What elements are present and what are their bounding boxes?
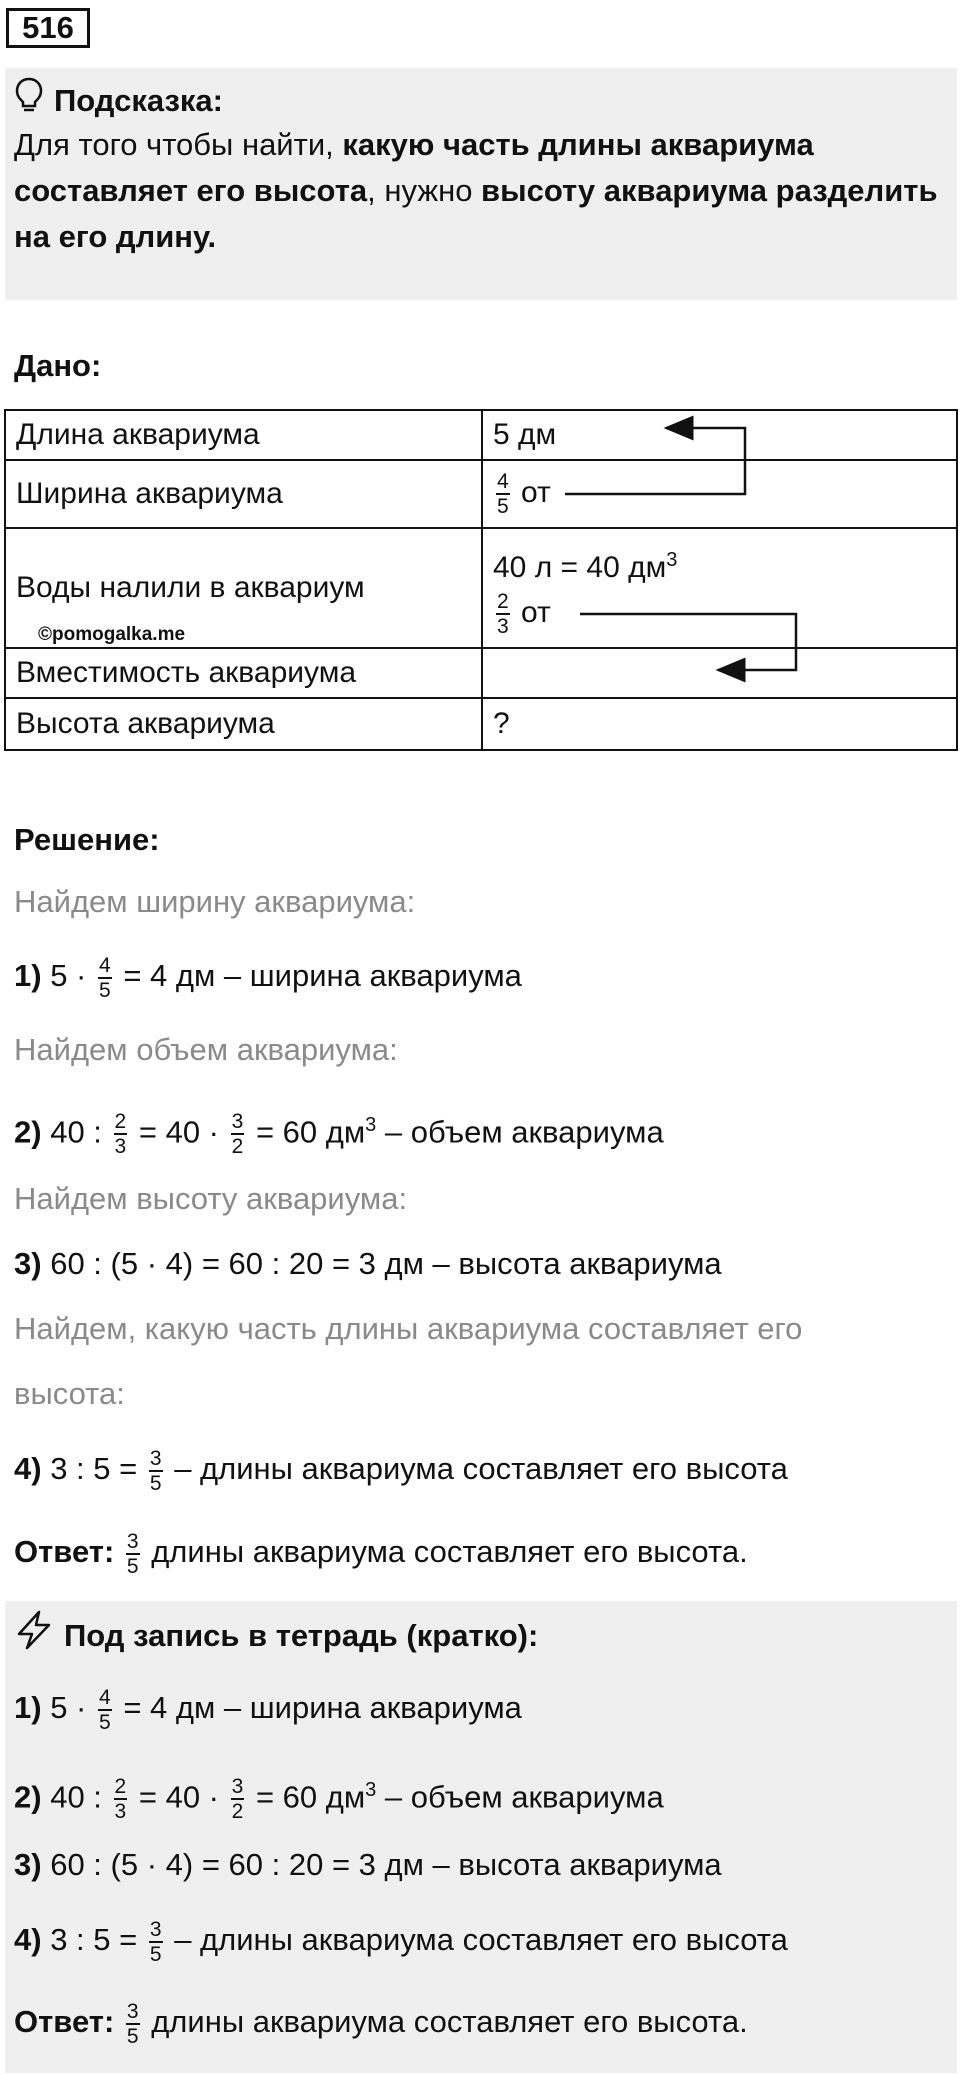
table-cell-value: ? <box>482 698 957 750</box>
fraction <box>126 2000 140 2048</box>
answer-text: длины аквариума составляет его высота. <box>151 2004 748 2040</box>
note-step-1 <box>14 1686 522 1734</box>
step-text: – длины аквариума составляет его высота <box>174 1451 788 1487</box>
task-number: 516 <box>6 8 90 48</box>
step-number: 1) <box>14 1690 42 1726</box>
exponent: 3 <box>365 1114 377 1136</box>
note-step-3 <box>14 1843 722 1887</box>
answer <box>14 1530 748 1578</box>
step-number: 1) <box>14 958 42 994</box>
fraction <box>231 1775 245 1823</box>
hint-title-text: Подсказка: <box>54 83 223 118</box>
fraction-numerator: 3 <box>231 1775 244 1799</box>
fraction <box>114 1110 128 1158</box>
note-step-4 <box>14 1918 788 1966</box>
fraction-numerator: 3 <box>231 1110 244 1134</box>
fraction <box>98 954 112 1002</box>
notebook-title-text: Под запись в тетрадь (кратко): <box>64 1618 539 1653</box>
hint-text-part: Для того чтобы найти, <box>14 127 343 162</box>
table-cell-label: Длина аквариума <box>5 410 482 460</box>
fraction-numerator: 3 <box>149 1918 162 1941</box>
volume-arrow <box>580 614 796 670</box>
fraction-denominator: 3 <box>114 1800 127 1824</box>
comment-part-2: высота: <box>14 1376 125 1411</box>
hint-text-bold: какую часть длины аквариума составляет его высота <box>14 127 814 208</box>
step-text: = 4 дм – ширина аквариума <box>123 958 522 994</box>
step-text: 5 · <box>50 1690 87 1726</box>
step-number: 3) <box>14 1847 42 1882</box>
step-text: 60 : (5 · 4) = 60 : 20 = 3 дм – высота аквариума <box>50 1847 722 1882</box>
comment-height: Найдем высоту аквариума: <box>14 1181 408 1216</box>
table-cell-label: Воды налили в аквариум <box>5 528 482 648</box>
fraction-numerator: 2 <box>114 1775 127 1799</box>
fraction-denominator: 2 <box>231 1800 244 1824</box>
step-text: 3 : 5 = <box>50 1451 138 1487</box>
cell-suffix: от <box>521 595 551 629</box>
fraction <box>149 1918 163 1966</box>
fraction-denominator: 5 <box>149 1472 162 1495</box>
step-text: = 60 дм <box>255 1114 366 1150</box>
fraction-denominator: 5 <box>497 495 509 518</box>
table-arrows <box>0 0 960 720</box>
step-text: 5 · <box>50 958 87 994</box>
step-text: – объем аквариума <box>376 1114 664 1150</box>
step-text: = 60 дм <box>255 1779 366 1815</box>
fraction <box>231 1110 245 1158</box>
exponent: 3 <box>365 1779 377 1801</box>
fraction-denominator: 3 <box>497 615 509 638</box>
step-4 <box>14 1447 788 1495</box>
answer-text: длины аквариума составляет его высота. <box>151 1534 748 1570</box>
table-cell-label: Ширина аквариума <box>5 460 482 528</box>
step-text: 40 : <box>50 1779 102 1815</box>
step-number: 4) <box>14 1451 42 1487</box>
fraction-numerator: 2 <box>114 1110 127 1134</box>
step-2 <box>14 1103 664 1158</box>
comment-part-1: Найдем, какую часть длины аквариума составляет его <box>14 1311 803 1346</box>
fraction-numerator: 4 <box>99 954 111 977</box>
width-arrow <box>565 428 745 494</box>
cell-suffix: от <box>521 475 551 509</box>
fraction-denominator: 2 <box>231 1135 244 1159</box>
step-text: – объем аквариума <box>376 1779 664 1815</box>
hint-text-part: , нужно <box>367 173 482 208</box>
fraction <box>98 1686 112 1734</box>
step-text: 60 : (5 · 4) = 60 : 20 = 3 дм – высота аквариума <box>50 1246 722 1281</box>
step-text: = 40 · <box>138 1779 219 1815</box>
table-cell-label: Высота аквариума <box>5 698 482 750</box>
given-heading: Дано: <box>14 348 102 383</box>
water-volume-text: 40 л = 40 дм <box>493 551 667 584</box>
answer-label: Ответ: <box>14 2004 115 2040</box>
lightning-icon <box>14 1610 54 1662</box>
fraction-numerator: 2 <box>497 590 509 613</box>
fraction-denominator: 5 <box>126 1555 139 1578</box>
step-number: 2) <box>14 1114 42 1150</box>
note-step-2 <box>14 1768 664 1823</box>
fraction <box>126 1530 140 1578</box>
water-volume-exp: 3 <box>666 549 678 571</box>
fraction-numerator: 3 <box>126 1530 139 1553</box>
note-answer <box>14 2000 748 2048</box>
fraction-numerator: 4 <box>497 470 509 493</box>
fraction-denominator: 5 <box>99 979 111 1002</box>
answer-label: Ответ: <box>14 1534 115 1570</box>
step-text: 40 : <box>50 1114 102 1150</box>
fraction-numerator: 3 <box>149 1447 162 1470</box>
step-number: 3) <box>14 1246 42 1281</box>
fraction-denominator: 5 <box>99 1711 111 1734</box>
step-number: 2) <box>14 1779 42 1815</box>
step-text: = 4 дм – ширина аквариума <box>123 1690 522 1726</box>
step-text: = 40 · <box>138 1114 219 1150</box>
fraction-numerator: 4 <box>99 1686 111 1709</box>
step-1 <box>14 954 522 1002</box>
step-text: 3 : 5 = <box>50 1922 138 1958</box>
step-text: – длины аквариума составляет его высота <box>174 1922 788 1958</box>
notebook-title <box>14 1610 538 1662</box>
watermark: ©pomogalka.me <box>38 624 186 645</box>
comment-width: Найдем ширину аквариума: <box>14 884 416 919</box>
solution-heading: Решение: <box>14 822 160 857</box>
fraction-denominator: 5 <box>126 2025 139 2048</box>
fraction-numerator: 3 <box>126 2000 139 2023</box>
fraction <box>114 1775 128 1823</box>
hint-text-bold: высоту аквариума разделить на его длину. <box>14 173 938 254</box>
fraction-denominator: 5 <box>149 1943 162 1966</box>
step-number: 4) <box>14 1922 42 1958</box>
table-cell-value: 5 дм <box>482 410 957 460</box>
step-3 <box>14 1242 722 1286</box>
fraction <box>149 1447 163 1495</box>
fraction-denominator: 3 <box>114 1135 127 1159</box>
table-cell-label: Вместимость аквариума <box>5 648 482 698</box>
comment-volume: Найдем объем аквариума: <box>14 1032 398 1067</box>
